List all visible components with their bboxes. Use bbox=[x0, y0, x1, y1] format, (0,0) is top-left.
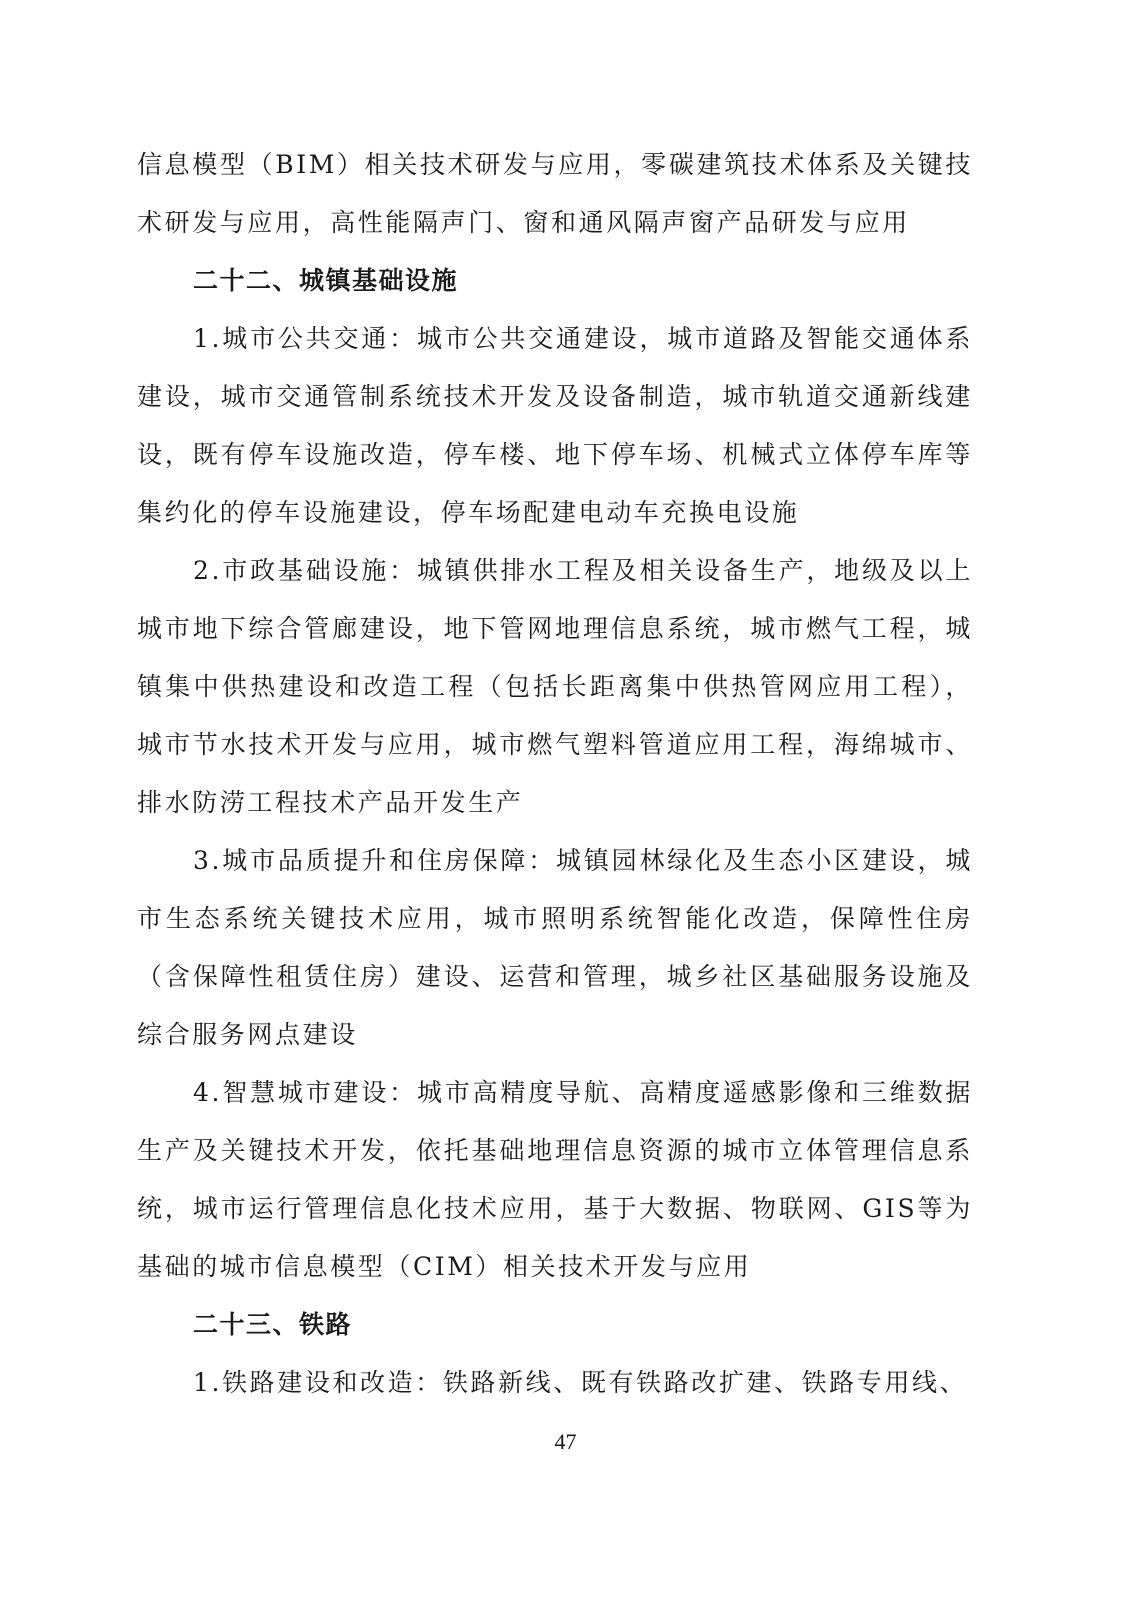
page-number: 47 bbox=[554, 1429, 577, 1454]
item-urban-quality-housing: 3.城市品质提升和住房保障：城镇园林绿化及生态小区建设，城市生态系统关键技术应用，城市照明系统智能化改造，保障性住房（含保障性租赁住房）建设、运营和管理，城乡社区基础服务设施及综合服务网点建设 bbox=[137, 846, 973, 1049]
section-heading-railway: 二十三、铁路 bbox=[193, 1310, 353, 1339]
section-heading-urban-infrastructure: 二十二、城镇基础设施 bbox=[193, 266, 459, 295]
item-municipal-infrastructure: 2.市政基础设施：城镇供排水工程及相关设备生产，地级及以上城市地下综合管廊建设，地下管网地理信息系统，城市燃气工程，城镇集中供热建设和改造工程（包括长距离集中供热管网应用工程），城市节水技术开发与应用，城市燃气塑料管道应用工程，海绵城市、排水防涝工程技术产品开发生产 bbox=[137, 556, 973, 817]
item-railway-construction: 1.铁路建设和改造：铁路新线、既有铁路改扩建、铁路专用线、 bbox=[193, 1368, 968, 1397]
page-content bbox=[137, 136, 973, 1412]
continuation-paragraph: 信息模型（BIM）相关技术研发与应用，零碳建筑技术体系及关键技术研发与应用，高性能隔声门、窗和通风隔声窗产品研发与应用 bbox=[137, 150, 973, 237]
item-urban-public-transport: 1.城市公共交通：城市公共交通建设，城市道路及智能交通体系建设，城市交通管制系统技术开发及设备制造，城市轨道交通新线建设，既有停车设施改造，停车楼、地下停车场、机械式立体停车库等集约化的停车设施建设，停车场配建电动车充换电设施 bbox=[137, 324, 973, 527]
item-smart-city: 4.智慧城市建设：城市高精度导航、高精度遥感影像和三维数据生产及关键技术开发，依托基础地理信息资源的城市立体管理信息系统，城市运行管理信息化技术应用，基于大数据、物联网、GIS等为基础的城市信息模型（CIM）相关技术开发与应用 bbox=[137, 1078, 973, 1281]
